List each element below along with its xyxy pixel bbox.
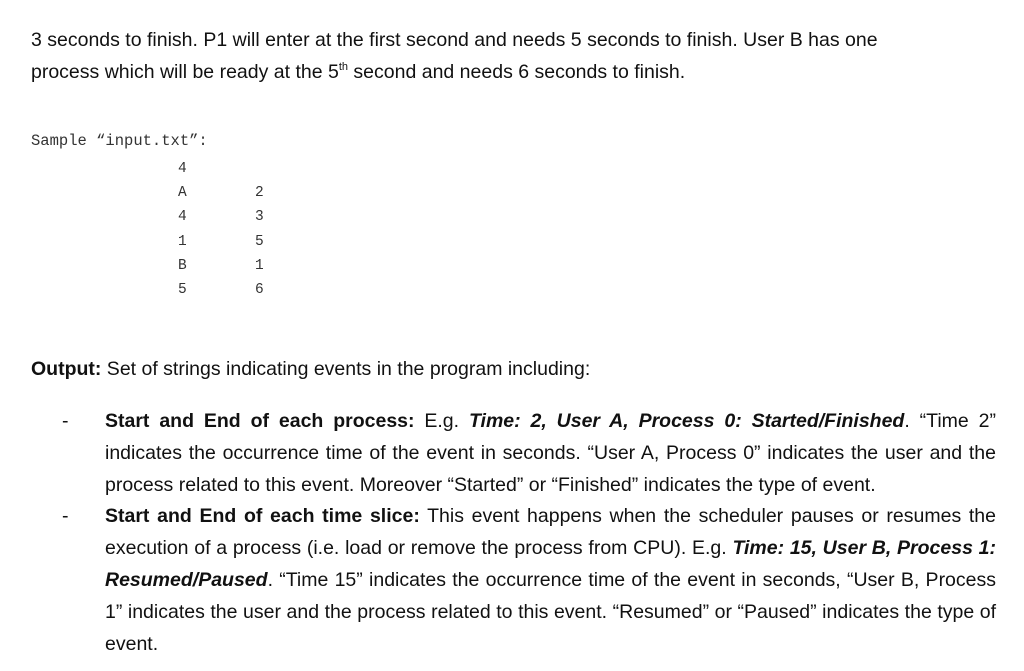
output-description: Set of strings indicating events in the program including:	[101, 358, 591, 380]
sample-input-grid	[150, 157, 290, 302]
intro-paragraph	[31, 24, 1001, 88]
sample-row-4	[150, 230, 290, 254]
bullet-text: This event happens when the scheduler pauses or resumes the execution of a process (i.e. load or remove the process from CPU). E.g.	[105, 505, 996, 560]
sample-cell: 6	[255, 281, 264, 298]
sample-cell: A	[178, 185, 187, 202]
output-heading	[31, 354, 590, 384]
sample-row-2	[150, 181, 290, 205]
bullet-dash: -	[62, 410, 69, 432]
sample-cell: 2	[255, 185, 264, 202]
sample-cell: 5	[178, 281, 187, 298]
intro-line-1: 3 seconds to finish. P1 will enter at the first second and needs 5 seconds to finish. User B has one	[31, 29, 878, 51]
event-bullet-list	[62, 406, 996, 660]
bullet-example: Time: 2, User A, Process 0: Started/Finished	[468, 410, 905, 432]
bullet-title: Start and End of each time slice:	[105, 505, 420, 528]
sample-cell: 1	[255, 257, 264, 274]
output-label: Output:	[31, 358, 102, 380]
intro-line-2	[31, 56, 1001, 88]
intro-line-2-end: second and needs 6 seconds to finish.	[348, 61, 686, 83]
bullet-text: E.g.	[414, 410, 469, 432]
sample-row-1	[150, 157, 290, 181]
bullet-dash: -	[62, 505, 69, 528]
bullet-text: . “Time 2” indicates the occurrence time of the event in seconds. “User A, Process 0” indicates the user and the process related to this event. Moreover “Started” or “Finished” indicates the type of event.	[105, 410, 996, 496]
sample-cell: 3	[255, 209, 264, 226]
sample-cell: B	[178, 257, 187, 274]
sample-cell: 5	[255, 233, 264, 250]
intro-line-2-start: process which will be ready at the 5	[31, 61, 339, 83]
sample-cell: 4	[178, 161, 187, 177]
sample-input-label: Sample “input.txt”:	[31, 132, 208, 150]
sample-cell: 1	[178, 233, 187, 250]
sample-row-5	[150, 254, 290, 278]
sample-cell: 4	[178, 209, 187, 226]
intro-superscript: th	[338, 60, 349, 73]
sample-row-6	[150, 278, 290, 302]
bullet-text: . “Time 15” indicates the occurrence time of the event in seconds, “User B, Process 1” indicates the user and the process related to this event. “Resumed” or “Paused” indicates the type of event.	[105, 568, 996, 655]
bullet-item-time-slice	[62, 501, 996, 660]
bullet-item-process	[62, 406, 996, 501]
sample-row-3	[150, 205, 290, 229]
bullet-title: Start and End of each process:	[105, 410, 415, 432]
bullet-example: Time: 15, User B, Process 1: Resumed/Paused	[105, 537, 997, 591]
